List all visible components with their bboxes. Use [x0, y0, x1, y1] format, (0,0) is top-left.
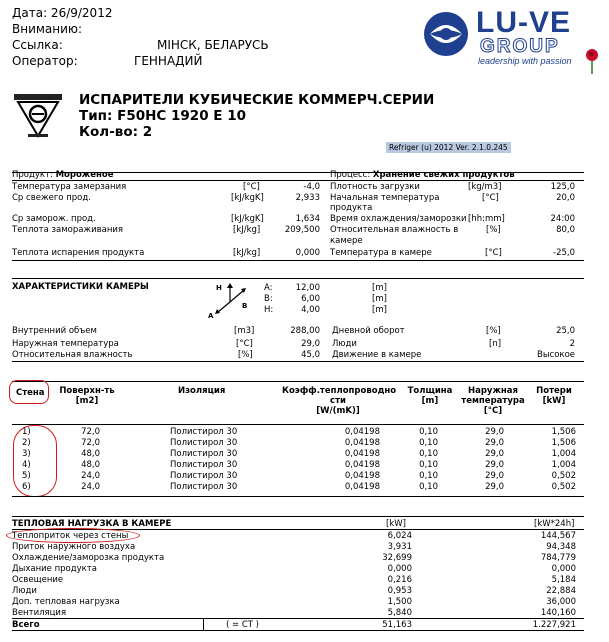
wall-cell-s: 24,0 [81, 482, 100, 492]
load-cell-v2: 144,567 [540, 531, 576, 541]
dim-b-unit: [m] [372, 294, 387, 304]
axis-a-label: A [208, 312, 214, 320]
wall-cell-ins: Полистирол 30 [170, 482, 238, 492]
product-value-2: 1,634 [295, 214, 320, 224]
process-value-0: 125,0 [550, 182, 575, 192]
process-row-3-cont: камере [330, 236, 363, 246]
load-cell-name: Вентиляция [12, 608, 67, 618]
wall-cell-e: 29,0 [485, 482, 504, 492]
ext-temp-header: Наружная температура [°C] [461, 386, 525, 416]
wall-cell-s: 24,0 [81, 471, 100, 481]
dimensions-axes-icon [208, 282, 252, 318]
load-cell-v1: 3,931 [387, 542, 412, 552]
people-unit: [n] [489, 339, 502, 349]
product-value-4: 0,000 [295, 248, 320, 258]
load-cell-name: Дыхание продукта [12, 564, 97, 574]
air-movement-label: Движение в камере [332, 350, 422, 360]
wall-cell-t: 0,10 [419, 471, 438, 481]
wall-cell-ins: Полистирол 30 [170, 471, 238, 481]
product-row-1: Ср свежего прод. [12, 193, 91, 203]
people-value: 2 [569, 339, 575, 349]
axis-h-label: H [216, 284, 222, 292]
wall-cell-l: 0,502 [551, 482, 576, 492]
load-cell-v2: 140,160 [540, 608, 576, 618]
load-cell-name: Теплоприток через стены [12, 531, 129, 541]
load-cell-v1: 32,699 [382, 553, 412, 563]
product-value: Мороженое [55, 170, 114, 180]
load-cell-v2: 36,000 [546, 597, 576, 607]
wall-cell-k: 0,04198 [344, 460, 380, 470]
process-unit-4: [°C] [485, 248, 502, 258]
insulation-header: Изоляция [178, 386, 226, 396]
outside-humidity-value: 45,0 [301, 350, 320, 360]
heat-load-title: ТЕПЛОВАЯ НАГРУЗКА В КАМЕРЕ [12, 519, 172, 529]
wall-cell-e: 29,0 [485, 471, 504, 481]
load-cell-name: Освещение [12, 575, 64, 585]
wall-cell-n: 6) [22, 482, 31, 492]
wall-cell-t: 0,10 [419, 438, 438, 448]
chamber-title: ХАРАКТЕРИСТИКИ КАМЕРЫ [12, 282, 149, 292]
luve-emblem-icon [422, 10, 470, 58]
dim-a-label: A: [264, 283, 273, 293]
version-label: Refriger (u) 2012 Ver. 2.1.0.245 [386, 142, 511, 153]
process-row-0: Плотность загрузки [330, 182, 420, 192]
wall-cell-t: 0,10 [419, 449, 438, 459]
process-value-3: 80,0 [556, 225, 575, 235]
operator-label: Оператор: [12, 54, 78, 68]
date-text: Дата: 26/9/2012 [12, 6, 113, 20]
wall-cell-ins: Полистирол 30 [170, 449, 238, 459]
wall-cell-l: 0,502 [551, 471, 576, 481]
total-ct-label: ( = CT ) [226, 620, 259, 630]
load-cell-v2: 94,348 [546, 542, 576, 552]
wall-cell-k: 0,04198 [344, 471, 380, 481]
wall-column-header: Стена [16, 388, 45, 398]
process-row-2: Время охлаждения/заморозки [330, 214, 467, 224]
load-cell-v1: 1,500 [387, 597, 412, 607]
daily-turnover-unit: [%] [486, 326, 501, 336]
wall-cell-n: 3) [22, 449, 31, 459]
wall-cell-ins: Полистирол 30 [170, 460, 238, 470]
wall-cell-l: 1,004 [551, 449, 576, 459]
load-cell-v1: 0,953 [387, 586, 412, 596]
wall-cell-ins: Полистирол 30 [170, 438, 238, 448]
total-kwh-value: 1.227,921 [532, 620, 576, 630]
load-cell-v1: 6,024 [387, 531, 412, 541]
wall-cell-l: 1,506 [551, 427, 576, 437]
wall-cell-n: 5) [22, 471, 31, 481]
operator-value: ГЕННАДИЙ [134, 54, 203, 68]
product-unit-0: [°C] [243, 182, 260, 192]
wall-cell-e: 29,0 [485, 438, 504, 448]
product-unit-4: [kJ/kg] [233, 248, 261, 258]
wall-cell-s: 48,0 [81, 460, 100, 470]
load-unit-kw: [kW] [386, 519, 406, 529]
total-label: Всего [12, 620, 40, 630]
title-series: ИСПАРИТЕЛИ КУБИЧЕСКИЕ КОММЕРЧ.СЕРИИ [79, 92, 435, 108]
process-row-4: Температура в камере [330, 248, 432, 258]
certification-emblem-icon [12, 92, 64, 140]
process-unit-3: [%] [486, 225, 501, 235]
process-unit-1: [°C] [482, 193, 499, 203]
wall-cell-t: 0,10 [419, 460, 438, 470]
people-label: Люди [332, 339, 357, 349]
process-value-4: -25,0 [553, 248, 575, 258]
load-cell-v1: 0,000 [387, 564, 412, 574]
surface-header: Поверхн-ть [m2] [59, 386, 115, 406]
wall-cell-e: 29,0 [485, 460, 504, 470]
thickness-header: Толщина [m] [407, 386, 453, 406]
wall-cell-ins: Полистирол 30 [170, 427, 238, 437]
process-row-1: Начальная температура [330, 193, 440, 203]
outside-temp-unit: [°C] [236, 339, 253, 349]
load-cell-v2: 22,884 [546, 586, 576, 596]
process-row-3: Относительная влажность в [330, 225, 459, 235]
wall-cell-k: 0,04198 [344, 449, 380, 459]
wall-cell-n: 4) [22, 460, 31, 470]
total-kw-value: 51,163 [382, 620, 412, 630]
axis-b-label: B [242, 302, 248, 310]
dim-h-value: 4,00 [301, 305, 320, 315]
logo-subtitle: GROUP [480, 36, 560, 57]
load-cell-name: Охлаждение/заморозка продукта [12, 553, 165, 563]
air-movement-value: Высокое [537, 350, 575, 360]
process-unit-0: [kg/m3] [468, 182, 502, 192]
product-row-2: Ср заморож. прод. [12, 214, 96, 224]
dim-h-label: H: [264, 305, 274, 315]
daily-turnover-label: Дневной оборот [332, 326, 405, 336]
product-row-4: Теплота испарения продукта [12, 248, 145, 258]
dim-h-unit: [m] [372, 305, 387, 315]
wall-cell-k: 0,04198 [344, 438, 380, 448]
process-row-1-cont: продукта [330, 203, 373, 213]
wall-header-highlight [9, 380, 49, 404]
load-cell-name: Доп. тепловая нагрузка [12, 597, 120, 607]
process-label: Процесс: Хранение свежих продуктов [330, 170, 515, 180]
wall-cell-n: 2) [22, 438, 31, 448]
luve-logo [422, 6, 602, 72]
outside-temp-label: Наружная температура [12, 339, 119, 349]
process-value: Хранение свежих продуктов [372, 170, 515, 180]
losses-header: Потери [kW] [536, 386, 572, 406]
load-unit-kwh: [kW*24h] [534, 519, 575, 529]
daily-turnover-value: 25,0 [556, 326, 575, 336]
wall-cell-l: 1,506 [551, 438, 576, 448]
title-quantity: Кол-во: 2 [79, 124, 153, 140]
wall-cell-t: 0,10 [419, 427, 438, 437]
conductivity-header: Коэфф.теплопроводно сти [W/(mK)] [282, 386, 397, 416]
outside-humidity-unit: [%] [238, 350, 253, 360]
product-row-3: Теплота замораживания [12, 225, 124, 235]
load-cell-name: Люди [12, 586, 37, 596]
wall-cell-e: 29,0 [485, 449, 504, 459]
product-value-1: 2,933 [295, 193, 320, 203]
dim-b-value: 6,00 [301, 294, 320, 304]
process-value-2: 24:00 [550, 214, 575, 224]
outside-humidity-label: Относительная влажность [12, 350, 133, 360]
wall-cell-k: 0,04198 [344, 427, 380, 437]
load-cell-v2: 5,184 [551, 575, 576, 585]
chamber-volume-value: 288,00 [290, 326, 320, 336]
wall-cell-n: 1) [22, 427, 31, 437]
load-cell-v1: 0,216 [387, 575, 412, 585]
chamber-volume-unit: [m3] [234, 326, 255, 336]
dim-b-label: B: [264, 294, 273, 304]
dim-a-unit: [m] [372, 283, 387, 293]
product-value-0: -4,0 [303, 182, 320, 192]
reference-value: МІНСК, БЕЛАРУСЬ [157, 38, 269, 52]
logo-tagline: leadership with passion [478, 56, 572, 66]
process-unit-2: [hh:mm] [468, 214, 505, 224]
wall-cell-e: 29,0 [485, 427, 504, 437]
rose-icon [584, 48, 600, 74]
logo-title: LU-VE [476, 6, 571, 39]
wall-cell-t: 0,10 [419, 482, 438, 492]
attention-label: Вниманию: [12, 22, 83, 36]
load-cell-v2: 784,779 [540, 553, 576, 563]
product-value-3: 209,500 [284, 225, 320, 235]
wall-cell-s: 48,0 [81, 449, 100, 459]
wall-cell-s: 72,0 [81, 438, 100, 448]
dim-a-value: 12,00 [295, 283, 320, 293]
process-value-1: 20,0 [556, 193, 575, 203]
product-unit-1: [kJ/kgK] [231, 193, 264, 203]
chamber-volume-label: Внутренний объем [12, 326, 97, 336]
product-label: Продукт: Мороженое [12, 170, 114, 180]
product-unit-2: [kJ/kgK] [231, 214, 264, 224]
product-unit-3: [kJ/kg] [233, 225, 261, 235]
load-cell-v2: 0,000 [551, 564, 576, 574]
wall-cell-s: 72,0 [81, 427, 100, 437]
reference-label: Ссылка: [12, 38, 63, 52]
outside-temp-value: 29,0 [301, 339, 320, 349]
title-type: Тип: F50HC 1920 E 10 [79, 108, 246, 124]
wall-cell-l: 1,004 [551, 460, 576, 470]
wall-cell-k: 0,04198 [344, 482, 380, 492]
load-cell-name: Приток наружного воздуха [12, 542, 136, 552]
product-row-0: Температура замерзания [12, 182, 127, 192]
load-cell-v1: 5,840 [387, 608, 412, 618]
